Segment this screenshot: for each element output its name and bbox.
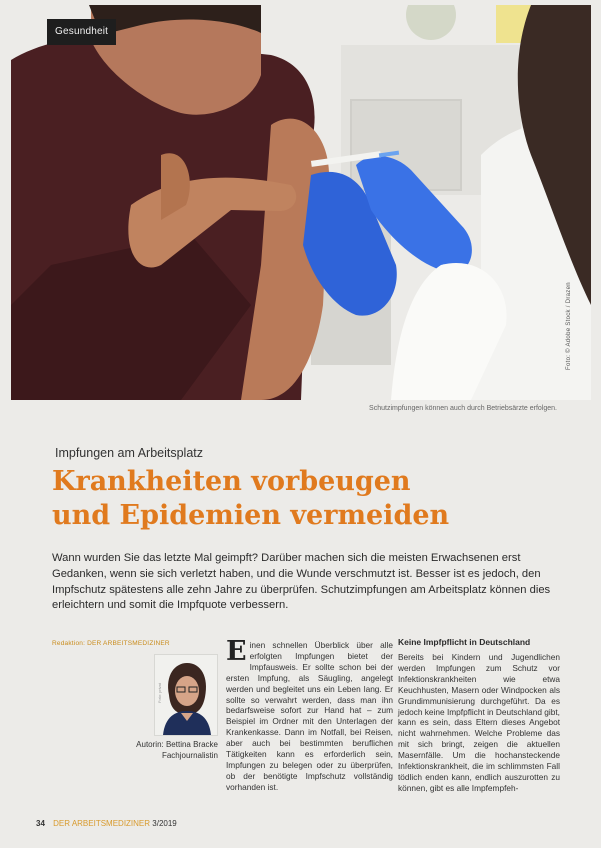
photo-caption: Schutzimpfungen können auch durch Betriebsärzte erfolgen. <box>369 405 557 412</box>
byline: Redaktion: DER ARBEITSMEDIZINER <box>52 640 170 647</box>
article-kicker: Impfungen am Arbeitsplatz <box>55 446 203 460</box>
article-body-column-2: Bereits bei Kindern und Jugendlichen werden Impfungen zum Schutz vor Infektionskrankheiten wie etwa Keuchhusten, Masern oder Windpocken als Grundimmunisierung durchgeführt. Da es jedoch keine Impfpflicht in Deutschland gibt, kann es sein, dass Eltern dieses Angebot nicht wahrnehmen. Welche Probleme das mit sich bringt, zeigen die aktuellen Masernfälle. Um die hochansteckende Infektionskrankheit, die im schlimmsten Fall tödlich enden kann, endlich auszurotten zu können, gibt es alle Impfempfeh- <box>398 652 560 793</box>
body-text-1: inen schnellen Überblick über alle erfolgten Impfungen bietet der Impfausweis. Er sollte schon bei der ersten Impfung, als Säugling, angelegt werden und begleitet uns ein Leben lang. Er sollte so verwahrt werden, dass man ihn bedarfsweise sofort zur Hand hat – zum Beispiel im Ordner mit den Unterlagen der Krankenkasse. Dann im Notfall, bei Reisen, aber auch bei bestimmten beruflichen Tätigkeiten kann es erforderlich sein, Impfungen zu belegen oder zu überprüfen, ob der benötigte Impfschutz vollständig vorhanden ist. <box>226 640 393 792</box>
article-headline <box>52 465 572 533</box>
magazine-name: DER ARBEITSMEDIZINER <box>53 819 151 828</box>
hero-photo <box>11 5 591 400</box>
headline-line-1: Krankheiten vorbeugen <box>52 466 411 497</box>
author-photo-credit: Foto: privat <box>157 682 162 703</box>
issue-number: 3/2019 <box>152 819 177 828</box>
article-lead: Wann wurden Sie das letzte Mal geimpft? Darüber machen sich die meisten Erwachsenen erst Gedanken, wenn sie sich verletzt haben, und die Wunde verschmutzt ist. Besser ist es jedoch, den Impfschutz spätestens alle zehn Jahre zu überprüfen. Schutzimpfungen am Arbeitsplatz können dies erleichtern und somit die Impfquote verbessern. <box>52 552 551 612</box>
vaccination-illustration <box>11 5 591 400</box>
article-body-column-1 <box>226 636 393 793</box>
author-portrait <box>155 655 217 735</box>
author-role: Fachjournalistin <box>161 751 218 760</box>
drop-cap: E <box>226 636 247 667</box>
author-photo <box>154 654 218 736</box>
subheading: Keine Impfpflicht in Deutschland <box>398 637 531 647</box>
section-tag: Gesundheit <box>47 19 116 45</box>
author-info <box>68 739 218 761</box>
author-name: Autorin: Bettina Bracke <box>136 740 218 749</box>
page-number: 34 <box>36 819 45 828</box>
headline-line-2: und Epidemien vermeiden <box>52 500 450 531</box>
page-footer <box>36 819 177 828</box>
photo-credit: Foto: © Adobe Stock / Drazen <box>566 282 572 370</box>
